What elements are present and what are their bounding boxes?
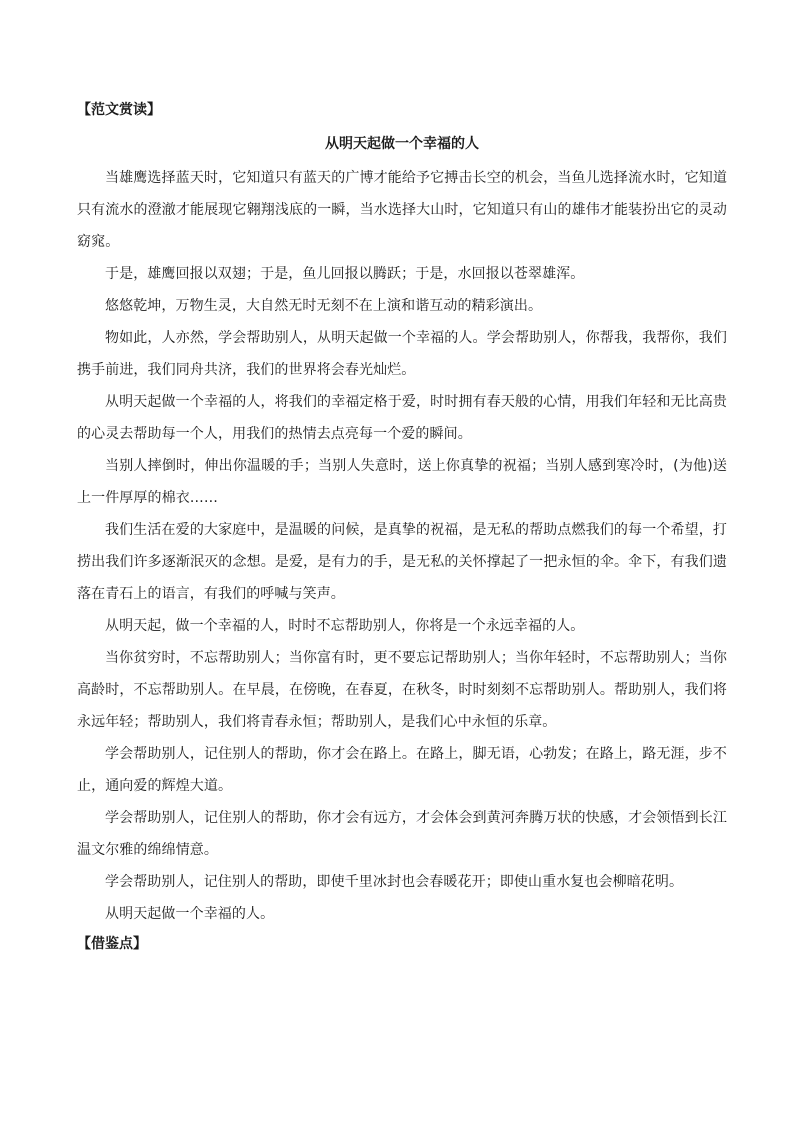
- document-content: [77, 98, 727, 956]
- essay-paragraph: 从明天起做一个幸福的人，将我们的幸福定格于爱，时时拥有春天般的心情，用我们年轻和无比高贵的心灵去帮助每一个人，用我们的热情去点亮每一个爱的瞬间。: [77, 394, 727, 442]
- essay-paragraph: 物如此，人亦然，学会帮助别人，从明天起做一个幸福的人。学会帮助别人，你帮我，我帮你，我们携手前进，我们同舟共济，我们的世界将会春光灿烂。: [77, 330, 727, 378]
- essay-body: [77, 162, 727, 930]
- essay-paragraph: 我们生活在爱的大家庭中，是温暖的问候，是真挚的祝福，是无私的帮助点燃我们的每一个希望，打捞出我们许多逐渐泯灭的念想。是爱，是有力的手，是无私的关怀撑起了一把永恒的伞。伞下，有我们遗落在青石上的语言，有我们的呼喊与笑声。: [77, 522, 727, 602]
- essay-paragraph: 从明天起做一个幸福的人。: [105, 906, 275, 922]
- essay-paragraph: 从明天起，做一个幸福的人，时时不忘帮助别人，你将是一个永远幸福的人。: [105, 618, 585, 634]
- essay-title: 从明天起做一个幸福的人: [325, 136, 479, 152]
- essay-paragraph: 学会帮助别人，记住别人的帮助，你才会在路上。在路上，脚无语，心勃发；在路上，路无涯，步不止，通向爱的辉煌大道。: [77, 746, 727, 794]
- section-heading-jiejiandian: 【借鉴点】: [77, 936, 147, 952]
- essay-paragraph: 当你贫穷时，不忘帮助别人；当你富有时，更不要忘记帮助别人；当你年轻时，不忘帮助别人；当你高龄时，不忘帮助别人。在早晨，在傍晚，在春夏，在秋冬，时时刻刻不忘帮助别人。帮助别人，我们将永远年轻；帮助别人，我们将青春永恒；帮助别人，是我们心中永恒的乐章。: [77, 650, 727, 730]
- essay-paragraph: 学会帮助别人，记住别人的帮助，你才会有远方，才会体会到黄河奔腾万状的快感，才会领悟到长江温文尔雅的绵绵情意。: [77, 810, 727, 858]
- section-heading-fanwen: 【范文赏读】: [77, 102, 161, 118]
- essay-paragraph: 当雄鹰选择蓝天时，它知道只有蓝天的广博才能给予它搏击长空的机会，当鱼儿选择流水时，它知道只有流水的澄澈才能展现它翱翔浅底的一瞬，当水选择大山时，它知道只有山的雄伟才能装扮出它的灵动窈窕。: [77, 170, 727, 250]
- essay-paragraph: 悠悠乾坤，万物生灵，大自然无时无刻不在上演和谐互动的精彩演出。: [105, 298, 543, 314]
- essay-paragraph: 当别人摔倒时，伸出你温暖的手；当别人失意时，送上你真挚的祝福；当别人感到寒冷时，(为他)送上一件厚厚的棉衣……: [77, 458, 727, 506]
- essay-paragraph: 学会帮助别人，记住别人的帮助，即使千里冰封也会春暖花开；即使山重水复也会柳暗花明。: [105, 874, 684, 890]
- essay-paragraph: 于是，雄鹰回报以双翅；于是，鱼儿回报以腾跃；于是，水回报以苍翠雄浑。: [105, 266, 585, 282]
